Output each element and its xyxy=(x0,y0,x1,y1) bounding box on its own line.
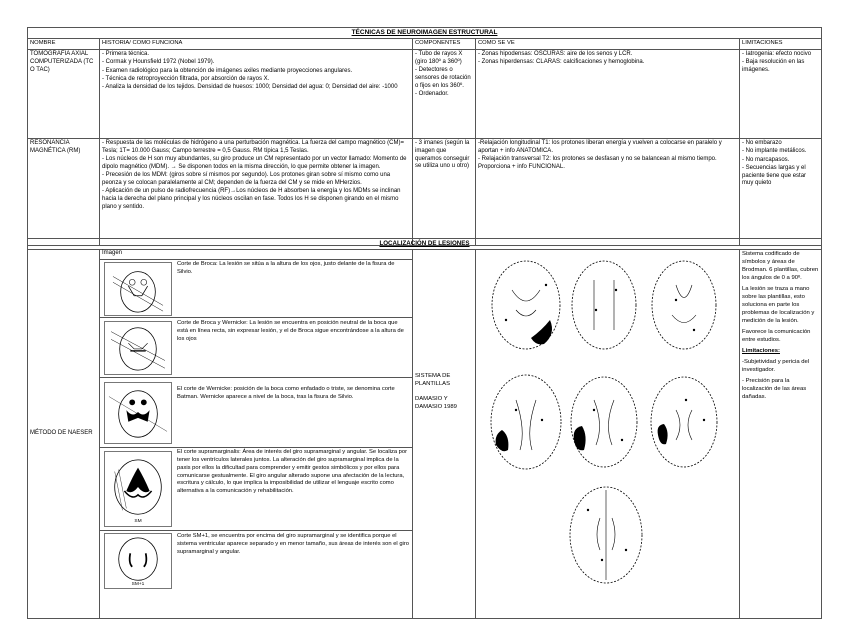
tac-limits xyxy=(740,49,822,138)
naeser-method-label: MÉTODO DE NAESER xyxy=(28,250,100,619)
table-row-rm xyxy=(28,138,822,245)
brain-template-4 xyxy=(491,375,561,469)
description-paragraph: La lesión se traza a mano sobre las plantillas, esto soluciona en parte los problemas de localización y medición de la lesión. xyxy=(742,285,815,324)
list-item: - Baja resolución en las imágenes. xyxy=(742,59,805,74)
rm-name: RESONANCIA MAGNÉTICA (RM) xyxy=(28,138,100,245)
lesion-mark-4 xyxy=(658,424,668,444)
list-item: - Técnica de retroproyección filtrada, por absorción de rayos X. xyxy=(102,75,270,82)
header-components: COMPONENTES xyxy=(413,39,476,50)
cut-sm-plus-1 xyxy=(100,531,412,591)
brain-templates-figure xyxy=(476,250,738,590)
header-history: HISTORIA/ COMO FUNCIONA xyxy=(100,39,413,50)
list-item: - Secuencias largas y el paciente tiene que estar muy quieto xyxy=(742,164,807,187)
limits-title: Limitaciones: xyxy=(742,347,780,354)
list-item: - Zonas hipodensas: OSCURAS: aire de los senos y LCR. xyxy=(478,50,633,57)
list-item: - Relajación transversal T2: los protones se desfasan y no se balancean al mismo tiempo. Proporciona + info FUNCIONAL. xyxy=(478,156,717,170)
brain-thumbnail-supramarginalis xyxy=(104,451,172,527)
list-item: - No embarazo xyxy=(742,139,782,146)
brain-thumbnail-broca xyxy=(104,262,172,316)
header-name: NOMBRE xyxy=(28,39,100,50)
tac-components xyxy=(413,49,476,138)
list-item: - No implante metálicos. xyxy=(742,148,807,155)
list-item: - Ordenador. xyxy=(415,90,449,97)
brain-thumbnail-wernicke xyxy=(104,382,172,444)
list-item: - Precesión de los MDM: (giros sobre sí mismos por segundo). Los protones giran sobre sí mismo como una peonza y se colocan paralelamente al CM; dependen de la fuerza del CM y se mide en MHerzios. xyxy=(102,172,391,186)
lesion-localization-table xyxy=(27,238,822,619)
rm-appearance xyxy=(476,138,740,245)
cut-caption: Corte de Broca: La lesión se sitúa a la altura de los ojos, justo delante de la fisura de Silvio. xyxy=(177,261,395,275)
list-item: - Primera técnica. xyxy=(102,50,150,57)
cut-caption: Corte SM+1, se encuentra por encima del giro supramarginal y se identifica porque el sistema ventricular aparece separado y en menor tamaño, sus áreas de interés son el giro supramarginal y angular. xyxy=(177,533,409,555)
image-header: Imagen xyxy=(100,250,412,260)
list-item: - Tubo de rayos X (giro 180º a 360º) xyxy=(415,50,463,65)
template-system-authors: DAMASIO Y DAMASIO 1989 xyxy=(415,395,457,410)
description-paragraph: Sistema codificado de símbolos y áreas de Brodman. 6 plantillas, cubren los ángulos de 0 a 90º. xyxy=(742,251,819,281)
brain-template-3 xyxy=(652,261,716,349)
thumb-label: SM+1 xyxy=(131,582,145,588)
tac-name: TOMOGRAFIA AXIAL COMPUTERIZADA (TC O TAC) xyxy=(28,49,100,138)
cut-supramarginalis xyxy=(100,448,412,531)
template-description-cell xyxy=(740,250,822,619)
list-item: -Relajación longitudinal T1: los protones liberan energía y vuelven a colocarse en paralelo y aportan + info ANATOMICA. xyxy=(478,139,722,154)
header-appearance: COMO SE VE xyxy=(476,39,740,50)
brain-template-2 xyxy=(572,261,636,349)
list-item: - Detectores o sensores de rotación o fijos en los 360º. xyxy=(415,67,471,89)
thumb-label: SM xyxy=(134,519,142,525)
rm-components xyxy=(413,138,476,245)
list-item: - Los núcleos de H son muy abundantes, su giro produce un CM representado por un vector llamado: Momento de dipolo magnético (MDM). → Se disponen todos en la misma dirección, lo que permite obtener la imagen. xyxy=(102,156,407,170)
description-paragraph: Favorece la comunicación entre estudios. xyxy=(742,328,811,343)
brain-template-5 xyxy=(571,377,637,467)
tac-history xyxy=(100,49,413,138)
limit-item: -Subjetividad y pericia del investigador. xyxy=(742,358,810,373)
lesion-mark-3 xyxy=(574,426,586,450)
list-item: - Respuesta de las moléculas de hidrógeno a una perturbación magnética. La fuerza del campo magnético (CM)= Tesla; 1T= 10.000 Gauss; Campo terrestre = 0,5 Gauss. RM típica 1,5 Teslas. xyxy=(102,139,405,154)
list-item: - Aplicación de un pulso de radiofrecuencia (RF)→Los núcleos de H absorben la energía y los MDMs se inclinan hacia la derecha del plano principal y los núcleos oscilan en fase. Todos los H se disponen girando en el mismo plano y sentido. xyxy=(102,188,401,210)
list-item: - Iatrogenia: efecto nocivo xyxy=(742,50,812,57)
naeser-cuts-cell xyxy=(100,250,413,619)
lesion-section-title: LOCALIZACIÓN DE LESIONES xyxy=(28,239,822,250)
list-item: - No marcapasos. xyxy=(742,156,790,163)
list-item: - Zonas hiperdensas: CLARAS: calcificaciones y hemoglobina. xyxy=(478,59,645,66)
limit-item: - Precisión para la localización de las áreas dañadas. xyxy=(742,377,807,400)
list-item: - Analiza la densidad de los tejidos. Densidad de huesos: 1000; Densidad del agua: 0; Densidad del aire: -1000 xyxy=(102,84,398,91)
table-header-row xyxy=(28,39,822,50)
neuroimaging-table xyxy=(27,27,822,246)
cut-broca xyxy=(100,260,412,318)
brain-thumbnail-sm-plus-1 xyxy=(104,533,172,589)
template-system-cell xyxy=(413,250,476,619)
table-row-tac xyxy=(28,49,822,138)
template-system-label: SISTEMA DE PLANTILLAS xyxy=(415,373,451,388)
lesion-mark-1 xyxy=(531,320,552,344)
list-item: - Examen radiológico para la obtención de imágenes axiles mediante proyecciones angulares. xyxy=(102,67,353,74)
rm-limits xyxy=(740,138,822,245)
brain-template-6 xyxy=(651,377,717,467)
cut-caption: Corte de Broca y Wernicke: La lesión se encuentra en posición neutral de la boca que está en línea recta, sin expresar lesión, y el de Broca sigue encontrándose a la altura de los ojos xyxy=(177,320,404,342)
brain-thumbnail-broca-wernicke xyxy=(104,321,172,375)
document-page xyxy=(27,27,821,595)
cut-broca-wernicke xyxy=(100,318,412,378)
tac-appearance xyxy=(476,49,740,138)
list-item: - Cormak y Hounsfield 1972 (Nobel 1979). xyxy=(102,59,215,66)
cut-caption: El corte supramarginalis: Área de interés del giro supramarginal y angular. Se localiza por tener los ventrículos laterales juntos. La alteración del giro supramarginal implica de la paxis por ellos la dificultad para comprender y emitir gestos simbólicos y por ellos para comunicarse gestualmente. El giro angular alterado supone una afectación de la lectura, escritura y cálculo, lo que implica la imposibilidad de utilizar el lenguaje escrito como alternativa a la comunicación y rehabilitación. xyxy=(177,449,408,495)
list-item: - 3 imanes (según la imagen que queramos conseguir se utiliza uno u otro) xyxy=(415,139,470,170)
cut-wernicke xyxy=(100,378,412,448)
lesion-mark-2 xyxy=(496,430,509,451)
header-limits: LIMITACIONES xyxy=(740,39,822,50)
cut-caption: El corte de Wernicke: posición de la boca como enfadado o triste, se denomina corte Batman. Wernicke aparece a nivel de la boca, tras la fisura de Silvio. xyxy=(177,386,395,400)
rm-history xyxy=(100,138,413,245)
table-title: TÉCNICAS DE NEUROIMAGEN ESTRUCTURAL xyxy=(28,28,822,39)
brain-templates-cell xyxy=(476,250,740,619)
